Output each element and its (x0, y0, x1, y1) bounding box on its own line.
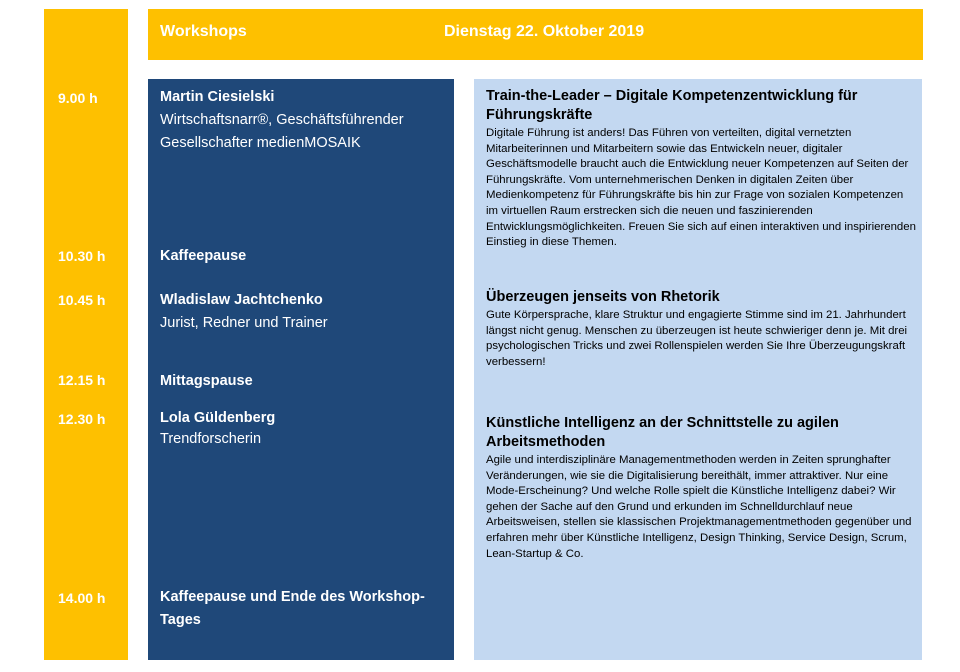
break-end: Kaffeepause und Ende des Workshop-Tages (160, 589, 425, 628)
header-date: Dienstag 22. Oktober 2019 (444, 23, 645, 40)
session-text: Gute Körpersprache, klare Struktur und engagierte Stimme sind im 21. Jahrhundert längst nicht genug. Menschen zu überzeugen ist heute schwieriger denn je. Mit drei psychologischen Tricks und zwei Rollenspielen werden Sie Ihre Überzeugungskraft verbessern! (486, 309, 908, 368)
time-slot-4: 12.15 h (58, 372, 106, 388)
time-column-bar (44, 9, 128, 660)
session-title: Künstliche Intelligenz an der Schnittstelle zu agilen Arbeitsmethoden (486, 415, 839, 450)
speaker-block-2 (160, 289, 450, 335)
session-title: Überzeugen jenseits von Rhetorik (486, 289, 720, 305)
break-lunch: Mittagspause (160, 373, 253, 389)
speaker-role: Trendforscherin (160, 431, 262, 447)
time-slot-5: 12.30 h (58, 411, 106, 427)
speaker-role: Wirtschaftsnarr®, Geschäftsführender (160, 112, 404, 128)
speaker-block-3 (160, 408, 450, 450)
speaker-role-line2: Gesellschafter medienMOSAIK (160, 135, 361, 151)
time-slot-1: 9.00 h (58, 90, 98, 106)
break-coffee: Kaffeepause (160, 248, 247, 264)
session-title: Train-the-Leader – Digitale Kompetenzentwicklung für Führungskräfte (486, 88, 858, 123)
session-description-1 (486, 87, 916, 251)
speaker-name: Lola Güldenberg (160, 410, 276, 426)
speaker-block-1 (160, 86, 450, 155)
header-title: Workshops (160, 23, 247, 40)
speaker-role: Jurist, Redner und Trainer (160, 315, 328, 331)
time-slot-2: 10.30 h (58, 248, 106, 264)
time-slot-6: 14.00 h (58, 590, 106, 606)
session-text: Digitale Führung ist anders! Das Führen von verteilten, digital vernetzten Mitarbeiterinnen und Mitarbeitern sowie das Entwickeln neuer, digitaler Geschäftsmodelle braucht auch die Entwicklung neuer Kompetenzen auf Seiten der Führungskräfte. Vom unternehmerischen Denken in digitalen Zeiten über Medienkompetenz für Führungskräfte bis hin zur Frage von sozialen Kompetenzen im virtuellen Raum erstrecken sich die neuen und faszinierenden Entwicklungsmöglichkeiten. Freuen Sie sich auf einen interaktiven und inspirierenden Einstieg in diese Themen. (486, 127, 916, 249)
speaker-name: Martin Ciesielski (160, 89, 275, 105)
speaker-name: Wladislaw Jachtchenko (160, 292, 323, 308)
session-description-3 (486, 414, 916, 562)
session-description-2 (486, 288, 916, 370)
time-slot-3: 10.45 h (58, 292, 106, 308)
session-text: Agile und interdisziplinäre Managementmethoden werden in Zeiten sprunghafter Veränderungen, wie sie die Digitalisierung bereithält, immer attraktiver. Nur eine Mode-Erscheinung? Und welche Rolle spielt die Künstliche Intelligenz dabei? Wir gehen der Sache auf den Grund und erkunden im Schnelldurchlauf neue Arbeitsweisen, stellen sie klassischen Projektmanagementmethoden gegenüber und erfahren mehr über Künstliche Intelligenz, Design Thinking, Service Design, Scrum, Lean-Startup & Co. (486, 454, 912, 560)
header-bar (148, 9, 923, 60)
